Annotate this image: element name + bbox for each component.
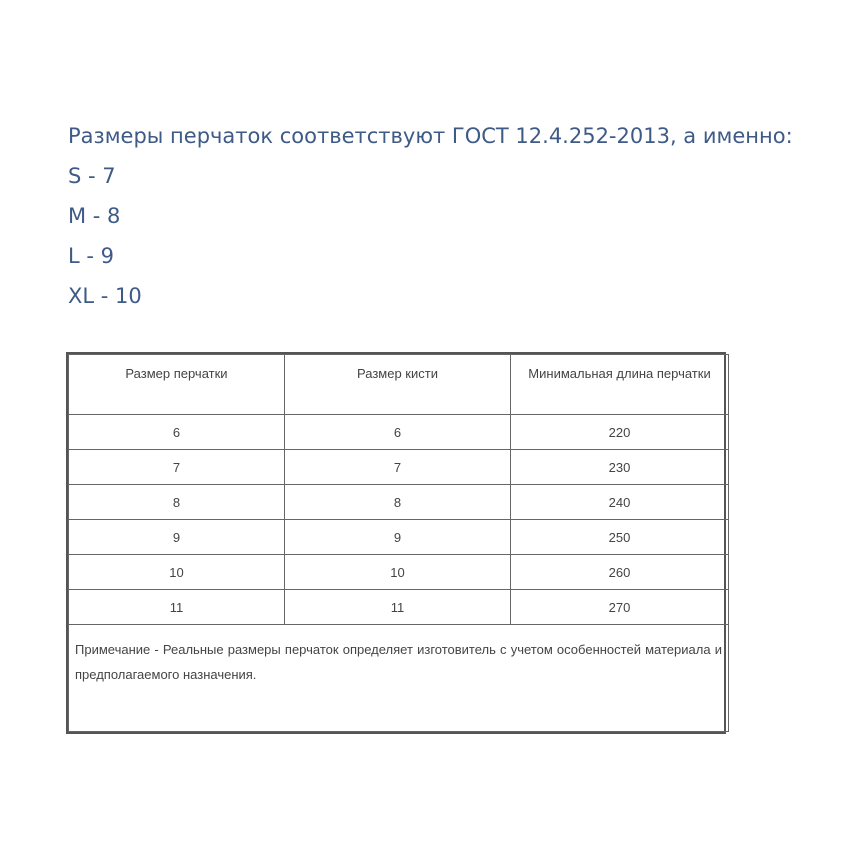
size-mapping-l: L - 9 bbox=[68, 244, 114, 268]
table-row bbox=[69, 450, 729, 485]
intro-text bbox=[68, 116, 793, 316]
table-header-row bbox=[69, 355, 729, 415]
table-cell: 11 bbox=[69, 590, 285, 625]
table-cell: 250 bbox=[511, 520, 729, 555]
table-cell: 240 bbox=[511, 485, 729, 520]
table-cell: 270 bbox=[511, 590, 729, 625]
size-mapping-m: M - 8 bbox=[68, 204, 121, 228]
table-cell: 10 bbox=[69, 555, 285, 590]
intro-heading: Размеры перчаток соответствуют ГОСТ 12.4.252-2013, а именно: bbox=[68, 124, 793, 148]
table-row bbox=[69, 520, 729, 555]
table-cell: 7 bbox=[69, 450, 285, 485]
header-min-length: Минимальная длина перчатки bbox=[511, 355, 729, 415]
table-row bbox=[69, 555, 729, 590]
table-cell: 8 bbox=[285, 485, 511, 520]
size-mapping-xl: XL - 10 bbox=[68, 284, 142, 308]
table-note: Примечание - Реальные размеры перчаток определяет изготовитель с учетом особенностей материала и предполагаемого назначения. bbox=[69, 625, 729, 732]
table-cell: 9 bbox=[285, 520, 511, 555]
size-mapping-s: S - 7 bbox=[68, 164, 116, 188]
table-cell: 9 bbox=[69, 520, 285, 555]
table-cell: 8 bbox=[69, 485, 285, 520]
table-cell: 6 bbox=[69, 415, 285, 450]
table-cell: 260 bbox=[511, 555, 729, 590]
table-row bbox=[69, 415, 729, 450]
table-cell: 220 bbox=[511, 415, 729, 450]
table-cell: 11 bbox=[285, 590, 511, 625]
table-row bbox=[69, 590, 729, 625]
table-cell: 6 bbox=[285, 415, 511, 450]
header-hand-size: Размер кисти bbox=[285, 355, 511, 415]
table-note-row bbox=[69, 625, 729, 732]
table-row bbox=[69, 485, 729, 520]
header-glove-size: Размер перчатки bbox=[69, 355, 285, 415]
size-table bbox=[66, 352, 726, 734]
table-cell: 230 bbox=[511, 450, 729, 485]
table-cell: 10 bbox=[285, 555, 511, 590]
table-cell: 7 bbox=[285, 450, 511, 485]
size-table-grid bbox=[68, 354, 729, 732]
